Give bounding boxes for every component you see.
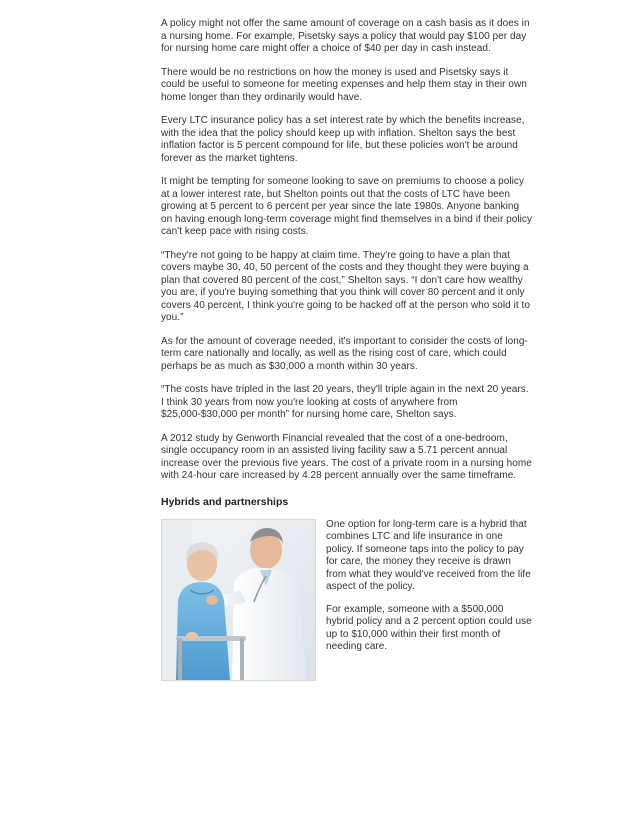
paragraph-costs-tripled: “The costs have tripled in the last 20 years, they'll triple again in the next 20 years. I think 30 years from now you're looking at costs of anywhere from $25,000-$30,000 per month” for nursing home care, Shelton says. <box>161 384 529 420</box>
paragraph-shelton-quote: “They're not going to be happy at claim time. They're going to have a plan that covers maybe 30, 40, 50 percent of the costs and they thought they were buying a plan that covered 80 percent of the cost,” Shelton says. “I don't care how wealthy you are, if you're buying something that you think will cover 80 percent and it only covers 40 percent, I think you're going to be hacked off at the person who sold it to you.” <box>161 249 530 323</box>
hybrid-text <box>326 519 533 664</box>
paragraph-coverage-needed: As for the amount of coverage needed, it's important to consider the costs of long-term care nationally and locally, as well as the rising cost of care, which could perhaps be as much as $30,000 a month within 30 years. <box>161 335 528 372</box>
paragraph-no-restrictions: There would be no restrictions on how the money is used and Pisetsky says it could be useful to someone for meeting expenses and help them stay in their own home longer than they ordinarily would have. <box>161 66 527 103</box>
hybrid-section <box>161 519 533 689</box>
caregiver-photo <box>161 519 316 681</box>
article-body <box>161 18 533 689</box>
paragraph-genworth-study: A 2012 study by Genworth Financial revealed that the cost of a one-bedroom, single occupancy room in an assisted living facility saw a 5.71 percent annual increase over the previous five years. The cost of a private room in a nursing home with 24-hour care increased by 4.28 percent annually over the same timeframe. <box>161 432 532 481</box>
paragraph-hybrid-example: For example, someone with a $500,000 hybrid policy and a 2 percent option could use up to $10,000 within their first month of needing care. <box>326 603 532 652</box>
paragraph-lower-interest: It might be tempting for someone looking to save on premiums to choose a policy at a lower interest rate, but Shelton points out that the costs of LTC have been growing at 5 percent to 6 percent per year since the late 1980s. Anyone banking on having enough long-term coverage might find themselves in a bind if their policy can't keep pace with rising costs. <box>161 176 533 237</box>
caregiver-illustration <box>162 520 315 680</box>
section-heading: Hybrids and partnerships <box>161 495 289 508</box>
paragraph-cash-basis: A policy might not offer the same amount of coverage on a cash basis as it does in a nursing home. For example, Pisetsky says a policy that would pay $100 per day for nursing home care might offer a choice of $40 per day in cash instead. <box>161 18 530 54</box>
paragraph-interest-rate: Every LTC insurance policy has a set interest rate by which the benefits increase, with the idea that the policy should keep up with inflation. Shelton says the best inflation factor is 5 percent compound for life, but these policies won't be around forever as the market tightens. <box>161 115 525 164</box>
paragraph-hybrid-option: One option for long-term care is a hybrid that combines LTC and life insurance in one policy. If someone taps into the policy to pay for care, the money they receive is drawn from what they would've received from the life aspect of the policy. <box>326 518 531 592</box>
